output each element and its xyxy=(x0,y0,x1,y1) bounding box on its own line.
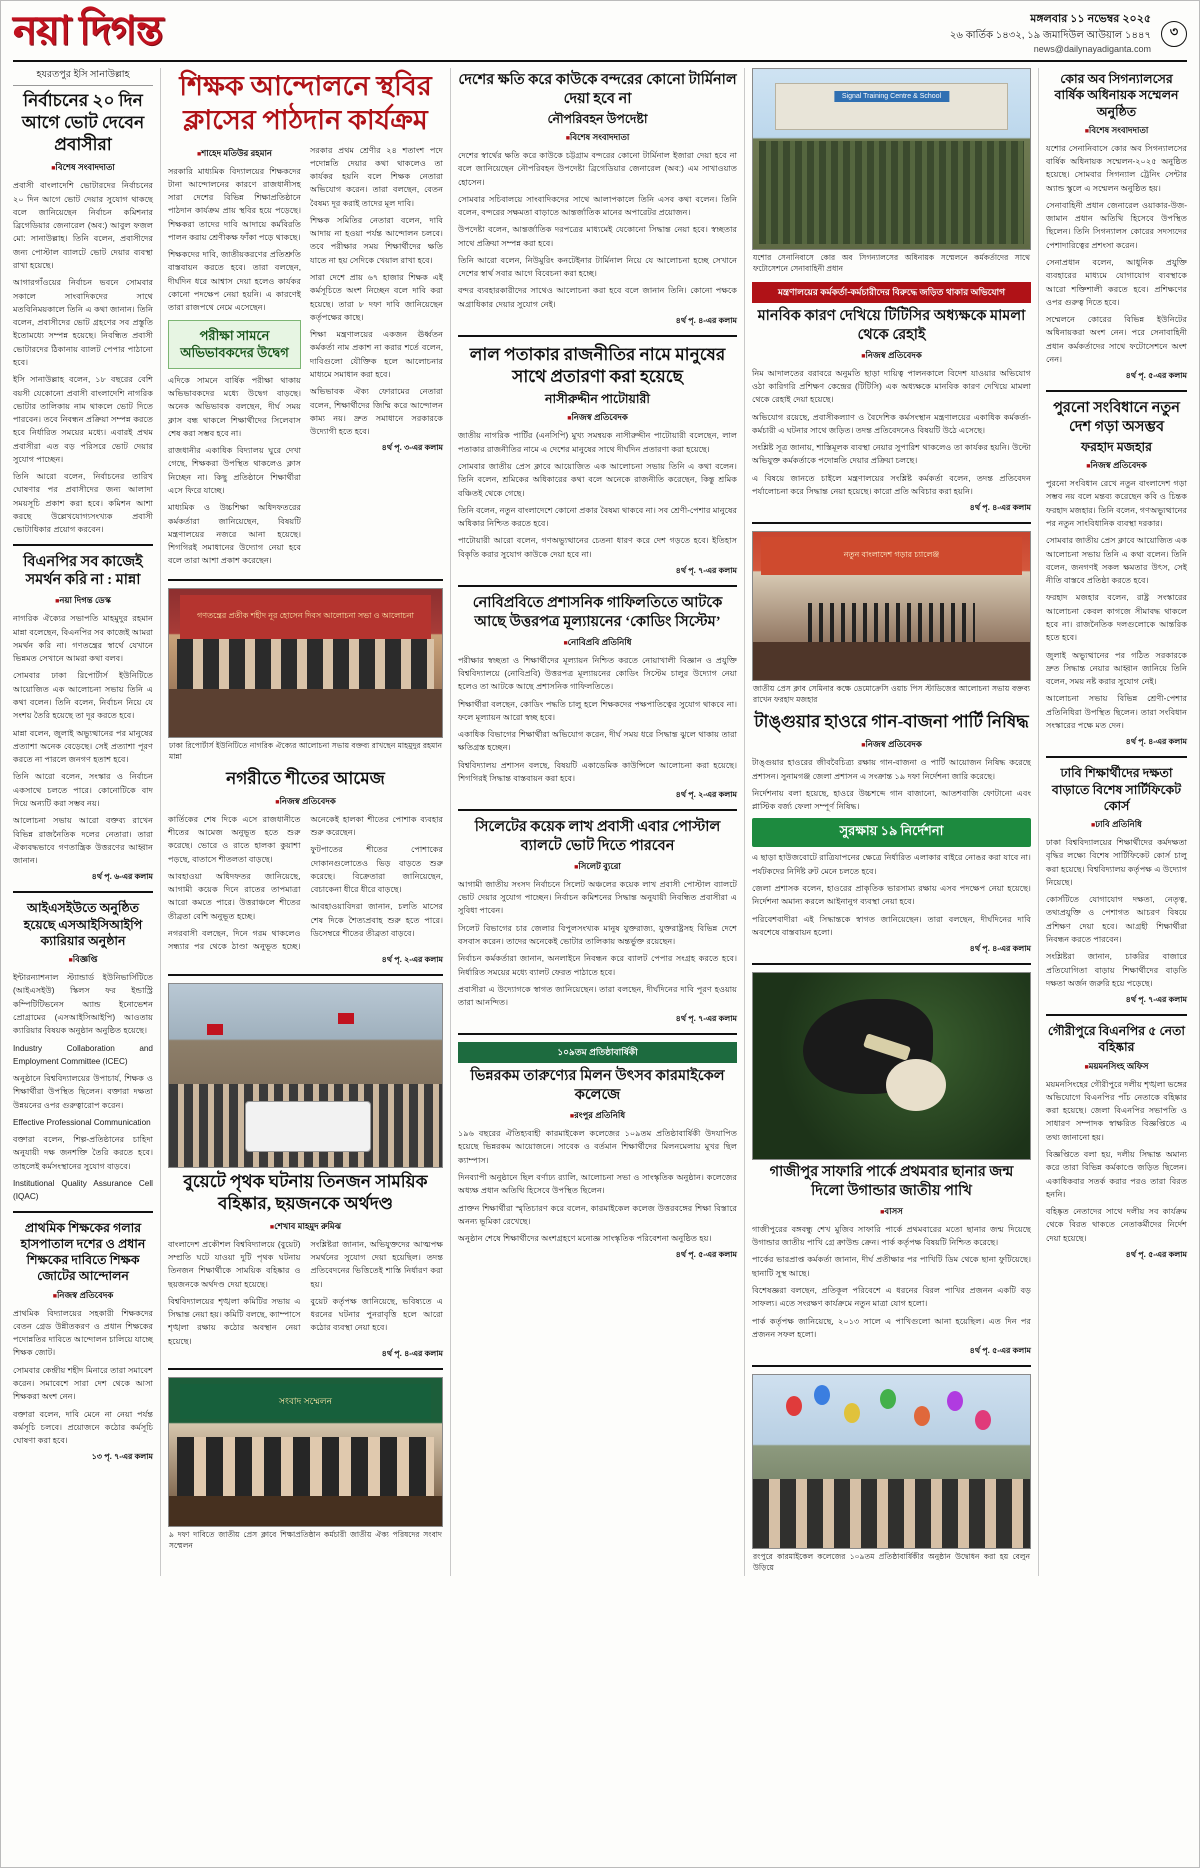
safari-byline: ■ বাসস xyxy=(752,1205,1031,1219)
tanguar-continued[interactable]: ৪র্থ পৃ. ৪-এর কলাম xyxy=(969,944,1031,954)
divider xyxy=(13,1211,153,1213)
tp-para-2: সোমবার কেন্দ্রীয় শহীদ মিনারে তারা সমাবেশ করেন। সমাবেশে সারা দেশ থেকে আসা শিক্ষকরা অংশ নেন। xyxy=(13,1365,153,1402)
divider xyxy=(168,579,443,581)
port-headline[interactable]: দেশের ক্ষতি করে কাউকে বন্দরের কোনো টার্মিনাল দেয়া হবে না xyxy=(458,72,737,107)
carmichael-para-4: অনুষ্ঠান শেষে শিক্ষার্থীদের অংশগ্রহণে মনোজ্ঞ সাংস্কৃতিক পরিবেশনা অনুষ্ঠিত হয়। xyxy=(458,1234,712,1244)
sylhet-para-4: প্রবাসীরা এ উদ্যোগকে স্বাগত জানিয়েছেন। তারা বলছেন, দীর্ঘদিনের দাবি পূরণ হওয়ায় তারা আনন্দিত। xyxy=(458,984,737,1008)
buet-byline: ■ শেখাব মাহমুদ রুমিঝ xyxy=(168,1220,443,1234)
col1-para-3: ইসি সানাউল্লাহ বলেন, ১৮ বছরের বেশি বয়সী যেকোনো প্রবাসী বাংলাদেশি নাগরিক ভোটার তালিকায় নাম থাকলে ভোট দিতে পারবেন। তবে নিবন্ধন প্রক্রিয়া সম্পন্ন করতে হবে নির্ধারিত সময়ের মধ্যে। এবারই প্রথম প্রবাসীরা এত বড় পরিসরে ভোট দেয়ার সুযোগ পাচ্ছেন। xyxy=(13,375,153,464)
mojhar-headline[interactable]: পুরনো সংবিধানে নতুন দেশ গড়া অসম্ভব xyxy=(1053,400,1180,436)
col1-headline[interactable]: নির্বাচনের ২০ দিন আগে ভোট দেবেন প্রবাসীরা xyxy=(21,91,145,155)
ttc-para-4: এ বিষয়ে জানতে চাইলে মন্ত্রণালয়ের সংশ্লিষ্ট কর্মকর্তা বলেন, তদন্ত প্রতিবেদন পর্যালোচনা করে সিদ্ধান্ত নেয়া হয়েছে। কারো প্রতি অবিচার করা হয়নি। xyxy=(752,473,1031,496)
port-continued[interactable]: ৪র্থ পৃ. ৪-এর কলাম xyxy=(675,316,737,326)
masthead xyxy=(13,8,1187,62)
press-conference-caption: ৯ দফা দাবিতে জাতীয় প্রেস ক্লাবে শিক্ষাপ্রতিষ্ঠান কর্মচারী জাতীয় ঐক্য পরিষদের সংবাদ সম্মেলন xyxy=(169,1529,442,1550)
col1-kicker: হযরতপুর ইসি সানাউল্লাহ xyxy=(13,68,153,86)
sylhet-para-1: আগামী জাতীয় সংসদ নির্বাচনে সিলেট অঞ্চলের কয়েক লাখ প্রবাসী পোস্টাল ব্যালটে ভোট দেয়ার সুযোগ পাচ্ছেন। নির্বাচন কমিশনের সিদ্ধান্ত অনুযায়ী নিবন্ধিত প্রবাসীরা এ সুবিধা পাবেন। xyxy=(458,879,737,916)
signals-body xyxy=(1046,142,1187,367)
teacher-protest-body xyxy=(13,1307,153,1448)
lead-para-9: শিক্ষা মন্ত্রণালয়ের একজন ঊর্ধ্বতন কর্মকর্তা নাম প্রকাশ না করার শর্তে বলেন, দাবিগুলো যৌক্তিক হলে আলোচনার মাধ্যমে সমাধান করা হবে। xyxy=(310,330,443,379)
lead-col-a xyxy=(168,144,301,572)
patwary-headline[interactable]: লাল পতাকার রাজনীতির নামে মানুষের সাথে প্রতারণা করা হয়েছে xyxy=(469,345,726,387)
divider xyxy=(458,809,737,811)
press-conference-photo xyxy=(168,1377,443,1527)
port-para-2: সোমবার সচিবালয়ে সাংবাদিকদের সাথে আলাপকালে তিনি এসব কথা বলেন। তিনি বলেন, বন্দরের সক্ষমতা বাড়াতে আন্তর্জাতিক মানের অপারেটর প্রয়োজন। xyxy=(458,194,737,218)
balloon-photo-people xyxy=(753,1479,1030,1548)
bnp-para-2: সোমবার ঢাকা রিপোর্টার্স ইউনিটিতে আয়োজিত এক আলোচনা সভায় তিনি এ কথা বলেন। তিনি বলেন, নির্বাচন নিয়ে যে সংশয় তৈরি হয়েছে তা দূর করতে হবে। xyxy=(13,671,153,721)
press-conference-banner: সংবাদ সম্মেলন xyxy=(180,1384,431,1420)
divider xyxy=(13,891,153,893)
lead-para-8: সারা দেশে প্রায় ৬৭ হাজার শিক্ষক এই কর্মসূচিতে অংশ নিচ্ছেন বলে দাবি করা হয়েছে। তারা ৮ দফা দাবি জানিয়েছেন কর্তৃপক্ষের কাছে। xyxy=(310,273,443,322)
page-number: ৩ xyxy=(1161,21,1187,47)
press-conference-people xyxy=(177,1437,434,1496)
divider xyxy=(1046,1014,1187,1016)
press-club-table xyxy=(753,642,1030,680)
bnp-photo-table xyxy=(169,689,442,736)
ttc-headline[interactable]: মানবিক কারণ দেখিয়ে টিটিসির অধ্যক্ষকে মামলা থেকে রেহাই xyxy=(757,308,1026,343)
flag-icon xyxy=(338,1013,354,1024)
tanguar-para-4: জেলা প্রশাসক বলেন, হাওরের প্রাকৃতিক ভারসাম্য রক্ষায় এসব পদক্ষেপ নেয়া হয়েছে। নির্দেশনা অমান্য করলে আইনানুগ ব্যবস্থা নেয়া হবে। xyxy=(752,884,1031,907)
ttc-para-1: নিম আদালতের বরাবরে অনুমতি ছাড়া দায়িত্ব পালনকালে বিদেশ যাওয়ার অভিযোগ ওঠা কারিগরি প্রশিক্ষণ কেন্দ্রের (টিটিসি) এক অধ্যক্ষকে মানবিক কারণ দেখিয়ে মামলা থেকে রেহাই দেয়া হয়েছে। xyxy=(752,368,1031,405)
dhaka-uni-body xyxy=(1046,836,1187,990)
rally-photo xyxy=(168,983,443,1168)
lead-body-columns xyxy=(168,144,443,572)
lead-para-10: অভিভাবক ঐক্য ফোরামের নেতারা বলেন, শিক্ষার্থীদের জিম্মি করে আন্দোলন কাম্য নয়। দ্রুত সমাধানে সরকারকে উদ্যোগী হতে হবে। xyxy=(310,387,443,437)
bnp-para-1: নাগরিক ঐক্যের সভাপতি মাহমুদুর রহমান মান্না বলেছেন, বিএনপির সব কাজেই আমরা সমর্থন করি না। গণতন্ত্রের স্বার্থে যেখানে ভিন্নমত সেখানে আমরা কথা বলব। xyxy=(13,614,153,664)
winter-byline: ■ নিজস্ব প্রতিবেদক xyxy=(168,795,443,809)
patwary-para-3: তিনি বলেন, নতুন বাংলাদেশে কোনো প্রকার বৈষম্য থাকবে না। সব শ্রেণী-পেশার মানুষের অধিকার নিশ্চিত করতে হবে। xyxy=(458,505,737,529)
sylhet-para-2: সিলেট বিভাগের চার জেলার বিপুলসংখ্যক মানুষ যুক্তরাজ্য, যুক্তরাষ্ট্রসহ বিভিন্ন দেশে বসবাস করেন। তাদের অনেকেই ভোটার তালিকায় অন্তর্ভুক্ত রয়েছেন। xyxy=(458,923,737,947)
divider xyxy=(752,1365,1031,1367)
divider xyxy=(1046,390,1187,392)
dhaka-uni-byline: ■ ঢাবি প্রতিনিধি xyxy=(1046,818,1187,832)
lead-body-2 xyxy=(168,374,301,568)
col1-para-1: প্রবাসী বাংলাদেশি ভোটারদের নির্বাচনের ২০ দিন আগে ভোট দেয়ার সুযোগ থাকছে বলে জানিয়েছেন নির্বাচন কমিশনার ব্রিগেডিয়ার জেনারেল (অব:) আবুল ফজল মো: সানাউল্লাহ। তিনি বলেন, প্রবাসীদের জন্য পোস্টাল ব্যালটে ভোট দেয়ার ব্যবস্থা রাখা হয়েছে। xyxy=(13,181,153,270)
bnp-para-5: আলোচনা সভায় আরো বক্তব্য রাখেন বিভিন্ন রাজনৈতিক দলের নেতারা। তারা ঐক্যবদ্ধভাবে গণতান্ত্রিক উত্তরণের আহ্বান জানান। xyxy=(13,816,153,866)
port-subhead: নৌপরিবহন উপদেষ্টা xyxy=(547,111,648,126)
gouripur-para-1: ময়মনসিংহের গৌরীপুরে দলীয় শৃঙ্খলা ভঙ্গের অভিযোগে বিএনপির পাঁচ নেতাকে বহিষ্কার করা হয়েছে। জেলা বিএনপির সভাপতি ও সাধারণ সম্পাদক স্বাক্ষরিত বিজ্ঞপ্তিতে এ তথ্য জানানো হয়। xyxy=(1046,1079,1187,1142)
mojhar-byline: ■ নিজস্ব প্রতিবেদক xyxy=(1046,459,1187,473)
winter-headline[interactable]: নগরীতে শীতের আমেজ xyxy=(226,768,385,788)
balloon-photo xyxy=(752,1374,1031,1549)
date-bengali: মঙ্গলবার ১১ নভেম্বর ২০২৫ xyxy=(1030,13,1151,25)
bnp-para-3: মান্না বলেন, জুলাই অভ্যুত্থানের পর মানুষের প্রত্যাশা অনেক বেড়েছে। সেই প্রত্যাশা পূরণ করতে না পারলে জনগণ হতাশ হবে। xyxy=(13,728,153,765)
balloon-photo-caption: রংপুরে কারমাইকেল কলেজের ১০৯তম প্রতিষ্ঠাবার্ষিকীর অনুষ্ঠান উদ্বোধন করা হয় বেলুন উড়িয়ে xyxy=(753,1552,1030,1573)
crane-chick-shape xyxy=(886,1059,946,1111)
buet-para-3: সংশ্লিষ্টরা জানান, অভিযুক্তদের আত্মপক্ষ সমর্থনের সুযোগ দেয়া হয়েছিল। তদন্ত প্রতিবেদনের ভিত্তিতেই শাস্তি নির্ধারণ করা হয়। xyxy=(310,1239,443,1289)
buet-continued[interactable]: ৪র্থ পৃ. ৪-এর কলাম xyxy=(381,1348,443,1358)
tanguar-para-2: নির্দেশনায় বলা হয়েছে, হাওরে উচ্চশব্দে গান বাজানো, আতশবাজি ফোটানো এবং প্লাস্টিক বর্জ্য ফেলা সম্পূর্ণ নিষিদ্ধ। xyxy=(752,788,1031,812)
gouripur-para-3: বহিষ্কৃত নেতাদের সাথে দলীয় সব কার্যক্রম থেকে বিরত থাকতে নেতাকর্মীদের নির্দেশ দেয়া হয়েছে। xyxy=(1046,1207,1187,1243)
winter-continued[interactable]: ৪র্থ পৃ. ২-এর কলাম xyxy=(381,954,443,964)
balloon-icon xyxy=(975,1410,991,1430)
lead-continued[interactable]: ৪র্থ পৃ. ৩-এর কলাম xyxy=(381,443,443,453)
isu-byline: ■ বিজ্ঞপ্তি xyxy=(13,953,153,967)
carmichael-continued[interactable]: ৪র্থ পৃ. ৫-এর কলাম xyxy=(675,1250,737,1260)
gouripur-body xyxy=(1046,1078,1187,1245)
newspaper-logo-text: নয়া দিগন্ত xyxy=(13,8,163,53)
port-para-3: উপদেষ্টা বলেন, আন্তর্জাতিক দরপত্রের মাধ্যমেই যেকোনো সিদ্ধান্ত নেয়া হবে। স্বচ্ছতার সাথে প্রক্রিয়া সম্পন্ন করা হবে। xyxy=(458,225,737,248)
balloon-icon xyxy=(914,1406,930,1426)
buet-para-1: বাংলাদেশ প্রকৌশল বিশ্ববিদ্যালয়ে (বুয়েট) সম্প্রতি ঘটে যাওয়া দুটি পৃথক ঘটনায় তিনজন শিক্ষার্থীকে সাময়িক বহিষ্কার ও ছয়জনকে অর্থদণ্ড দেয়া হয়েছে। xyxy=(168,1239,301,1289)
mojhar-subhead: ফরহাদ মজহার xyxy=(1080,439,1153,454)
ttc-continued[interactable]: ৪র্থ পৃ. ৪-এর কলাম xyxy=(969,503,1031,513)
army-photo-caption: যশোর সেনানিবাসে কোর অব সিগন্যালসের অধিনায়ক সম্মেলনে কর্মকর্তাদের সাথে ফটোসেশনে সেনাবাহিনী প্রধান xyxy=(753,253,1030,273)
lead-para-3: এদিকে সামনে বার্ষিক পরীক্ষা থাকায় অভিভাবকদের মধ্যে উদ্বেগ বাড়ছে। অনেক অভিভাবক বলছেন, দীর্ঘ সময় ক্লাস বন্ধ থাকলে শিক্ষার্থীদের সিলেবাস শেষ করা সম্ভব হবে না। xyxy=(168,375,301,438)
lead-body-1 xyxy=(168,165,301,315)
mojhar-para-5: আলোচনা সভায় বিভিন্ন শ্রেণী-পেশার প্রতিনিধিরা উপস্থিত ছিলেন। তারা সংবিধান সংস্কারের পক্ষে মত দেন। xyxy=(1046,694,1187,730)
column-4 xyxy=(745,68,1039,1576)
tp-para-1: প্রাথমিক বিদ্যালয়ের সহকারী শিক্ষকদের বেতন গ্রেড উন্নীতকরণ ও প্রধান শিক্ষকের পদোন্নতির দাবিতে আন্দোলন চালিয়ে যাচ্ছে শিক্ষক জোট। xyxy=(13,1308,153,1358)
carmichael-body xyxy=(458,1127,737,1245)
coding-para-1: পরীক্ষার স্বচ্ছতা ও শিক্ষার্থীদের মূল্যায়ন নিশ্চিত করতে নোয়াখালী বিজ্ঞান ও প্রযুক্তি বিশ্ববিদ্যালয়ে (নোবিপ্রবি) উত্তরপত্র মূল্যায়নের কোডিং সিস্টেম চালুর উদ্যোগ নেয়া হলেও তা আটকে আছে প্রশাসনিক গাফিলতিতে। xyxy=(458,655,737,692)
du-para-3: সংশ্লিষ্টরা জানান, চাকরির বাজারে প্রতিযোগিতা বাড়ায় শিক্ষার্থীদের বাড়তি দক্ষতা অর্জন জরুরি হয়ে পড়েছে। xyxy=(1046,952,1187,988)
army-photo xyxy=(752,68,1031,250)
gouripur-para-2: বিজ্ঞপ্তিতে বলা হয়, দলীয় সিদ্ধান্ত অমান্য করে তারা বিভিন্ন কর্মকাণ্ডে জড়িত ছিলেন। একাধিকবার সতর্ক করার পরও তারা বিরত হননি। xyxy=(1046,1150,1187,1199)
signals-para-2: সেনাবাহিনী প্রধান জেনারেল ওয়াকার-উজ-জামান প্রধান অতিথি হিসেবে উপস্থিত ছিলেন। তিনি সিগন্যালস কোরের সদস্যদের পেশাদারিত্বের প্রশংসা করেন। xyxy=(1046,200,1187,250)
bnp-photo-people xyxy=(177,639,434,692)
dhaka-uni-headline[interactable]: ঢাবি শিক্ষার্থীদের দক্ষতা বাড়াতে বিশেষ সার্টিফিকেট কোর্স xyxy=(1051,766,1182,813)
bnp-headline[interactable]: বিএনপির সব কাজেই সমর্থন করি না : মান্না xyxy=(23,553,143,589)
tanguar-directives-badge: সুরক্ষায় ১৯ নির্দেশনা xyxy=(752,818,1031,847)
col1-para-4: তিনি আরো বলেন, নির্বাচনের তারিখ ঘোষণার পর প্রবাসীদের জন্য আলাদা সময়সূচি প্রকাশ করা হবে। কমিশন আশা করছে উল্লেখযোগ্যসংখ্যক প্রবাসী ভোটাধিকার প্রয়োগ করবেন। xyxy=(13,472,153,535)
buet-headline[interactable]: বুয়েটে পৃথক ঘটনায় তিনজন সাময়িক বহিষ্কার, ছয়জনকে অর্থদণ্ড xyxy=(183,1171,428,1213)
mojhar-body xyxy=(1046,477,1187,732)
winter-body xyxy=(168,813,443,954)
isu-para-3: বক্তারা বলেন, শিল্প-প্রতিষ্ঠানের চাহিদা অনুযায়ী দক্ষ জনশক্তি তৈরি করতে হবে। তাহলেই কর্মসংস্থানের সুযোগ বাড়বে। xyxy=(13,1135,153,1171)
gouripur-continued[interactable]: ৪র্থ পৃ. ৫-এর কলাম xyxy=(1125,1249,1187,1259)
column-1 xyxy=(13,68,161,1576)
press-club-banner: নতুন বাংলাদেশ গড়ার চ্যালেঞ্জ xyxy=(761,537,1021,575)
bnp-body xyxy=(13,612,153,867)
isu-headline[interactable]: আইএসইউতে অনুষ্ঠিত হয়েছে এসআইসিআইপি ক্যারিয়ার অনুষ্ঠান xyxy=(23,901,143,948)
coding-continued[interactable]: ৪র্থ পৃ. ২-এর কলাম xyxy=(675,790,737,800)
safari-para-1: গাজীপুরের বঙ্গবন্ধু শেখ মুজিব সাফারি পার্কে প্রথমবারের মতো ছানার জন্ম দিয়েছে উগান্ডার জাতীয় পাখি গ্রে ক্রাউন্ড ক্রেন। পার্ক কর্তৃপক্ষ বিষয়টি নিশ্চিত করেছে। xyxy=(752,1224,1031,1248)
port-byline: ■ বিশেষ সংবাদদাতা xyxy=(458,131,737,145)
masthead-right xyxy=(950,11,1187,56)
divider xyxy=(458,335,737,337)
carmichael-para-1: ১৯৬ বছরের ঐতিহ্যবাহী কারমাইকেল কলেজের ১০৯তম প্রতিষ্ঠাবার্ষিকী উদযাপিত হয়েছে ভিন্নরকম আয়োজনে। সাবেক ও বর্তমান শিক্ষার্থীদের মিলনমেলায় মুখর ছিল ক্যাম্পাস। xyxy=(458,1129,737,1165)
winter-para-3: নগরবাসী বলছেন, দিনে গরম থাকলেও সন্ধ্যার পর থেকে ঠাণ্ডা অনুভূত হচ্ছে। অনেকেই হালকা শীতের পোশাক ব্যবহার শুরু করেছেন। xyxy=(168,814,443,952)
safari-continued[interactable]: ৪র্থ পৃ. ৫-এর কলাম xyxy=(969,1346,1031,1356)
army-photo-rows xyxy=(759,141,1025,244)
flag-icon xyxy=(207,1024,223,1035)
signals-continued[interactable]: ৪র্থ পৃ. ৫-এর কলাম xyxy=(1125,371,1187,381)
lead-para-4: রাজধানীর একাধিক বিদ্যালয় ঘুরে দেখা গেছে, শিক্ষকরা উপস্থিত থাকলেও ক্লাস নিচ্ছেন না। কিছু প্রতিষ্ঠানে শিক্ষার্থীরা এসে ফিরে যাচ্ছে। xyxy=(168,446,301,495)
ttc-kicker-bar: মন্ত্রণালয়ের কর্মকর্তা-কর্মচারীদের বিরুদ্ধে জড়িত থাকার অভিযোগ xyxy=(752,282,1031,303)
isu-para-2: অনুষ্ঠানে বিশ্ববিদ্যালয়ের উপাচার্য, শিক্ষক ও শিক্ষার্থীরা উপস্থিত ছিলেন। বক্তারা দক্ষতা উন্নয়নের ওপর গুরুত্বারোপ করেন। xyxy=(13,1074,153,1110)
lead-col-b xyxy=(310,144,443,572)
balloon-icon xyxy=(814,1385,830,1405)
carmichael-para-2: দিনব্যাপী অনুষ্ঠানে ছিল বর্ণাঢ্য র‌্যালি, আলোচনা সভা ও সাংস্কৃতিক অনুষ্ঠান। কলেজের অধ্যক্ষ প্রধান অতিথি হিসেবে উপস্থিত ছিলেন। xyxy=(458,1172,737,1196)
signals-para-3: সেনাপ্রধান বলেন, আধুনিক প্রযুক্তি ব্যবহারের মাধ্যমে যোগাযোগ ব্যবস্থাকে আরো শক্তিশালী করতে হবে। প্রশিক্ষণের ওপর গুরুত্ব দিতে হবে। xyxy=(1046,258,1187,307)
masthead-logo[interactable] xyxy=(13,8,163,53)
isu-extra-2: Effective Professional Communication xyxy=(13,1117,151,1127)
column-2 xyxy=(161,68,451,1576)
signals-byline: ■ বিশেষ সংবাদদাতা xyxy=(1046,124,1187,138)
bnp-para-4: তিনি আরো বলেন, সংস্কার ও নির্বাচন একসাথে চলতে পারে। কোনোটিকে বাদ দিয়ে অন্যটি করা সম্ভব নয়। xyxy=(13,772,153,808)
press-club-caption: জাতীয় প্রেস ক্লাব সেমিনার কক্ষে ডেমোক্রেসি ওয়াচ পিস স্টাডিজের আলোচনা সভায় বক্তব্য রাখেন ফরহাদ মজহার xyxy=(753,684,1030,705)
col1-byline: ■ বিশেষ সংবাদদাতা xyxy=(13,161,153,175)
divider xyxy=(458,585,737,587)
balloon-icon xyxy=(844,1403,860,1423)
port-para-4: তিনি আরো বলেন, নিউমুরিং কনটেইনার টার্মিনাল নিয়ে যে আলোচনা হচ্ছে সেখানে দেশের স্বার্থ সবার আগে বিবেচনা করা হচ্ছে। xyxy=(458,255,737,279)
column-5 xyxy=(1039,68,1187,1576)
buet-para-2: বিশ্ববিদ্যালয়ের শৃঙ্খলা কমিটির সভায় এ সিদ্ধান্ত নেয়া হয়। কমিটি বলছে, ক্যাম্পাসে শৃঙ্খলা রক্ষায় কঠোর অবস্থান নেয়া হয়েছে। xyxy=(168,1296,301,1346)
lead-callout-box: পরীক্ষা সামনে অভিভাবকদের উদ্বেগ xyxy=(168,320,301,369)
patwary-para-2: সোমবার জাতীয় প্রেস ক্লাবে আয়োজিত এক আলোচনা সভায় তিনি এ কথা বলেন। তিনি বলেন, শ্রমিকের অধিকারের কথা বলে অনেকে রাজনীতি করেছেন, কিন্তু শ্রমিক বঞ্চিতই থেকে গেছে। xyxy=(458,462,737,498)
tanguar-body-b xyxy=(752,851,1031,939)
divider xyxy=(168,974,443,976)
press-conference-table xyxy=(169,1496,442,1526)
teacher-protest-continued[interactable]: ১৩ পৃ. ৭-এর কলাম xyxy=(91,1452,153,1462)
lead-body-3 xyxy=(310,144,443,439)
winter-para-4: ফুটপাতের শীতের পোশাকের দোকানগুলোতেও ভিড় বাড়তে শুরু করেছে। বিক্রেতারা জানিয়েছেন, বেচাকেনা ধীরে ধীরে বাড়ছে। xyxy=(310,845,443,895)
tanguar-byline: ■ নিজস্ব প্রতিবেদক xyxy=(752,738,1031,752)
patwary-para-4: পাটোয়ারী আরো বলেন, গণঅভ্যুত্থানের চেতনা ধারণ করে দেশ গড়তে হবে। ইতিহাস বিকৃতি করার সুযোগ কাউকে দেয়া হবে না। xyxy=(458,536,737,559)
port-body xyxy=(458,149,737,311)
sylhet-byline: ■ সিলেট ব্যুরো xyxy=(458,860,737,874)
lead-para-1: সরকারি মাধ্যমিক বিদ্যালয়ের শিক্ষকদের টানা আন্দোলনের কারণে রাজধানীসহ সারা দেশের বিভিন্ন শিক্ষাপ্রতিষ্ঠানে পাঠদান কার্যক্রম প্রায় স্থবির হয়ে পড়েছে। শিক্ষকরা তাদের দাবি আদায়ে কর্মবিরতি পালন করায় শ্রেণীকক্ষ ফাঁকা পড়ে থাকছে। xyxy=(168,166,301,242)
patwary-continued[interactable]: ৪র্থ পৃ. ৭-এর কলাম xyxy=(675,566,737,575)
divider xyxy=(13,544,153,546)
divider xyxy=(168,1368,443,1370)
safari-headline[interactable]: গাজীপুর সাফারি পার্কে প্রথমবার ছানার জন্ম দিলো উগান্ডার জাতীয় পাখি xyxy=(769,1164,1014,1199)
patwary-byline: ■ নিজস্ব প্রতিবেদক xyxy=(458,411,737,425)
divider xyxy=(1046,756,1187,758)
ttc-byline: ■ নিজস্ব প্রতিবেদক xyxy=(752,349,1031,363)
signals-para-1: যশোর সেনানিবাসে কোর অব সিগন্যালসের বার্ষিক অধিনায়ক সম্মেলন-২০২৫ অনুষ্ঠিত হয়েছে। সোমবার সিগন্যাল ট্রেনিং সেন্টার অ্যান্ড স্কুলে এ সম্মেলন অনুষ্ঠিত হয়। xyxy=(1046,143,1187,193)
buet-para-4: বুয়েট কর্তৃপক্ষ জানিয়েছে, ভবিষ্যতে এ ধরনের ঘটনার পুনরাবৃত্তি হলে আরো কঠোর ব্যবস্থা নেয়া হবে। xyxy=(310,1296,443,1333)
sylhet-para-3: নির্বাচন কর্মকর্তারা জানান, অনলাইনে নিবন্ধন করে ব্যালট পেপার সংগ্রহ করতে হবে। নির্ধারিত সময়ের মধ্যে ব্যালট ফেরত পাঠাতে হবে। xyxy=(458,954,737,977)
divider xyxy=(752,522,1031,524)
lead-byline: ■ শাহেদ মতিউর রহমান xyxy=(168,147,301,161)
coding-body xyxy=(458,654,737,786)
contact-email: news@dailynayadiganta.com xyxy=(1033,43,1151,54)
lead-para-6: সরকার প্রথম শ্রেণীর ২৪ শতাংশ পদে পদোন্নতি দেয়ার কথা থাকলেও তা কার্যকর হয়নি বলে শিক্ষক নেতারা অভিযোগ করেন। তারা বলছেন, বেতন বৈষম্য দূর করাই তাদের মূল দাবি। xyxy=(310,145,443,208)
patwary-body xyxy=(458,429,737,561)
lead-para-2: শিক্ষকদের দাবি, জাতীয়করণের প্রতিশ্রুতি বাস্তবায়ন করতে হবে। তারা বলছেন, দীর্ঘদিন ধরে আশ্বাস দেয়া হলেও কার্যকর কোনো পদক্ষেপ নেয়া হয়নি। এ কারণেই তারা রাজপথে নেমে এসেছেন। xyxy=(168,250,301,313)
gouripur-byline: ■ ময়মনসিংহ অফিস xyxy=(1046,1060,1187,1074)
coding-para-4: বিশ্ববিদ্যালয় প্রশাসন বলছে, বিষয়টি একাডেমিক কাউন্সিলে আলোচনা করা হয়েছে। শিগগিরই সিদ্ধান্ত বাস্তবায়ন করা হবে। xyxy=(458,760,737,783)
sylhet-continued[interactable]: ৪র্থ পৃ. ৭-এর কলাম xyxy=(675,1014,737,1024)
gouripur-headline[interactable]: গৌরীপুরে বিএনপির ৫ নেতা বহিষ্কার xyxy=(1047,1024,1186,1055)
col1-body xyxy=(13,179,153,536)
lead-headline[interactable]: শিক্ষক আন্দোলনে স্থবির ক্লাসের পাঠদান কার্যক্রম xyxy=(179,71,432,135)
column-3 xyxy=(451,68,745,1576)
mojhar-para-4: জুলাই অভ্যুত্থানের পর গঠিত সরকারকে দ্রুত সিদ্ধান্ত নেয়ার আহ্বান জানিয়ে তিনি বলেন, সময় নষ্ট করার সুযোগ নেই। xyxy=(1046,650,1187,687)
port-para-5: বন্দর ব্যবহারকারীদের সাথেও আলোচনা করা হবে বলে জানান তিনি। কোনো পক্ষকে অগ্রাধিকার দেয়ার সুযোগ নেই। xyxy=(458,286,737,309)
lead-para-7: শিক্ষক সমিতির নেতারা বলেন, দাবি আদায় না হওয়া পর্যন্ত আন্দোলন চলবে। তবে পরীক্ষার সময় শিক্ষার্থীদের ক্ষতি যাতে না হয় সেদিকে খেয়াল রাখা হবে। xyxy=(310,215,443,265)
buet-body xyxy=(168,1238,443,1348)
mojhar-para-2: সোমবার জাতীয় প্রেস ক্লাবে আয়োজিত এক আলোচনা সভায় তিনি এ কথা বলেন। তিনি বলেন, জনগণই সকল ক্ষমতার উৎস, সেই নীতি বাস্তবে প্রতিষ্ঠা করতে হবে। xyxy=(1046,536,1187,586)
divider xyxy=(752,963,1031,965)
isu-extra-3: Institutional Quality Assurance Cell (IQAC) xyxy=(13,1179,153,1202)
balloon-icon xyxy=(947,1391,963,1411)
carmichael-byline: ■ রংপুর প্রতিনিধি xyxy=(458,1109,737,1123)
isu-extra-1: Industry Collaboration and Employment Committee (ICEC) xyxy=(13,1043,153,1066)
mojhar-para-1: পুরনো সংবিধান রেখে নতুন বাংলাদেশ গড়া সম্ভব নয় বলে মন্তব্য করেছেন কবি ও চিন্তক ফরহাদ মজহার। তিনি বলেন, গণঅভ্যুত্থানের পর নতুন সাংবিধানিক ব্যবস্থা দরকার। xyxy=(1046,479,1187,529)
safari-para-3: বিশেষজ্ঞরা বলছেন, প্রতিকূল পরিবেশে এ ধরনের বিরল পাখির প্রজনন একটি বড় সাফল্য। এতে সংরক্ষণ কার্যক্রমে নতুন মাত্রা যোগ হলো। xyxy=(752,1285,1031,1309)
tanguar-para-1: টাঙ্গুয়ার হাওরের জীববৈচিত্র্য রক্ষায় গান-বাজনা ও পার্টি আয়োজন নিষিদ্ধ করেছে প্রশাসন। সুনামগঞ্জ জেলা প্রশাসন এ সংক্রান্ত ১৯ দফা নির্দেশনা জারি করেছে। xyxy=(752,758,1031,781)
signals-headline[interactable]: কোর অব সিগন্যালসের বার্ষিক অধিনায়ক সম্মেলন অনুষ্ঠিত xyxy=(1054,72,1179,119)
dhaka-uni-continued[interactable]: ৪র্থ পৃ. ৭-এর কলাম xyxy=(1125,995,1187,1005)
winter-para-2: আবহাওয়া অধিদফতর জানিয়েছে, আগামী কয়েক দিনে রাতের তাপমাত্রা আরো কমতে পারে। উত্তরাঞ্চলে শীতের তীব্রতা বেশি অনুভূত হচ্ছে। xyxy=(168,871,301,921)
divider xyxy=(458,1033,737,1035)
balloon-icon xyxy=(786,1396,802,1416)
col1-para-2: আগারগাঁওয়ের নির্বাচন ভবনে সোমবার সকালে সাংবাদিকদের সাথে মতবিনিময়কালে তিনি এ কথা জানান। তিনি বলেন, প্রবাসীদের ভোট গ্রহণের সব প্রস্তুতি ইতোমধ্যে সম্পন্ন হয়েছে। নিবন্ধিত প্রবাসী ভোটারদের ঠিকানায় ব্যালট পেপার পাঠানো হবে। xyxy=(13,278,153,367)
bnp-meeting-photo xyxy=(168,588,443,738)
lead-para-5: মাধ্যমিক ও উচ্চশিক্ষা অধিদফতরের কর্মকর্তারা জানিয়েছেন, বিষয়টি মন্ত্রণালয়ের নজরে আনা হয়েছে। শিগগিরই সমাধানের উদ্যোগ নেয়া হবে বলে তারা আশা প্রকাশ করেছেন। xyxy=(168,503,301,566)
du-para-2: কোর্সটিতে যোগাযোগ দক্ষতা, নেতৃত্ব, তথ্যপ্রযুক্তি ও পেশাগত আচরণ বিষয়ে প্রশিক্ষণ দেয়া হবে। আগ্রহী শিক্ষার্থীরা নিবন্ধন করতে পারবেন। xyxy=(1046,895,1187,944)
ttc-para-2: অভিযোগ রয়েছে, প্রবাসীকল্যাণ ও বৈদেশিক কর্মসংস্থান মন্ত্রণালয়ের একাধিক কর্মকর্তা-কর্মচারী এ ঘটনার সাথে জড়িত। তদন্ত প্রতিবেদনেও বিষয়টি উঠে এসেছে। xyxy=(752,412,1031,435)
carmichael-para-3: প্রাক্তন শিক্ষার্থীরা স্মৃতিচারণ করে বলেন, কারমাইকেল কলেজ উত্তরবঙ্গের শিক্ষা বিস্তারে অনন্য ভূমিকা রেখেছে। xyxy=(458,1203,737,1226)
microphones-icon xyxy=(808,603,974,641)
bnp-photo-caption: ঢাকা রিপোর্টার্স ইউনিটিতে নাগরিক ঐক্যের আলোচনা সভায় বক্তব্য রাখছেন মাহমুদুর রহমান মান্না xyxy=(169,740,442,761)
safari-para-4: পার্ক কর্তৃপক্ষ জানিয়েছে, ২০১৩ সালে এ পাখিগুলো আনা হয়েছিল। এত দিন পর প্রজনন সফল হলো। xyxy=(752,1316,1031,1339)
coding-para-3: একাধিক বিভাগের শিক্ষার্থীরা অভিযোগ করেন, দীর্ঘ সময় ধরে সিদ্ধান্ত ঝুলে থাকায় তারা ক্ষতিগ্রস্ত হচ্ছেন। xyxy=(458,730,737,753)
winter-para-5: আবহাওয়াবিদরা জানান, চলতি মাসের শেষ দিকে শৈত্যপ্রবাহ শুরু হতে পারে। ডিসেম্বরে শীতের তীব্রতা বাড়বে। xyxy=(310,902,443,938)
coding-para-2: শিক্ষার্থীরা বলছেন, কোডিং পদ্ধতি চালু হলে শিক্ষকদের পক্ষপাতিত্বের সুযোগ থাকবে না। ফলে মূল্যায়ন আরো স্বচ্ছ হবে। xyxy=(458,699,737,722)
rally-vehicle xyxy=(245,1101,371,1152)
tp-para-3: বক্তারা বলেন, দাবি মেনে না নেয়া পর্যন্ত কর্মসূচি চলবে। প্রয়োজনে কঠোর কর্মসূচি ঘোষণা করা হবে। xyxy=(13,1409,153,1446)
tanguar-para-3: এ ছাড়া হাউজবোটে রাত্রিযাপনের ক্ষেত্রে নির্ধারিত এলাকার বাইরে নোঙর করা যাবে না। পর্যটকদের নির্দিষ্ট রুট মেনে চলতে হবে। xyxy=(752,853,1031,876)
carmichael-badge: ১০৯তম প্রতিষ্ঠাবার্ষিকী xyxy=(458,1042,737,1063)
date-bengali-secondary: ২৬ কার্তিক ১৪৩২, ১৯ জমাদিউল আউয়াল ১৪৪৭ xyxy=(949,29,1151,41)
press-club-photo xyxy=(752,531,1031,681)
ttc-para-3: সংশ্লিষ্ট সূত্র জানায়, শাস্তিমূলক ব্যবস্থা নেয়ার সুপারিশ থাকলেও তা কার্যকর হয়নি। উল্টো অভিযুক্ত কর্মকর্তাকে পদোন্নতি দেয়ার প্রক্রিয়া চলছে। xyxy=(752,443,1031,466)
crane-bird-photo xyxy=(752,972,1031,1160)
teacher-protest-byline: ■ নিজস্ব প্রতিবেদক xyxy=(13,1289,153,1303)
coding-headline[interactable]: নোবিপ্রবিতে প্রশাসনিক গাফিলতিতে আটকে আছে উত্তরপত্র মূল্যায়নের ‘কোডিং সিস্টেম’ xyxy=(472,595,723,630)
balloon-icon xyxy=(880,1389,896,1409)
tanguar-body-a xyxy=(752,756,1031,813)
port-para-1: দেশের স্বার্থের ক্ষতি করে কাউকে চট্টগ্রাম বন্দরের কোনো টার্মিনাল ইজারা দেয়া হবে না বলে জানিয়েছেন নৌপরিবহন উপদেষ্টা ব্রিগেডিয়ার জেনারেল (অব:) এম সাখাওয়াত হোসেন। xyxy=(458,150,737,187)
winter-para-1: কার্তিকের শেষ দিকে এসে রাজধানীতে শীতের আমেজ অনুভূত হতে শুরু করেছে। ভোরে ও রাতে হালকা কুয়াশা পড়ছে, বাতাসে শীতলতা বাড়ছে। xyxy=(168,814,301,864)
signals-para-4: সম্মেলনে কোরের বিভিন্ন ইউনিটের অধিনায়করা অংশ নেন। পরে সেনাবাহিনী প্রধান কর্মকর্তাদের সাথে ফটোসেশনে অংশ নেন। xyxy=(1046,315,1187,364)
teacher-protest-headline[interactable]: প্রাথমিক শিক্ষকের গলার হাসপাতাল দশের ও প্রধান শিক্ষকের দাবিতে শিক্ষক জোটের আন্দোলন xyxy=(20,1220,146,1284)
tanguar-para-5: পরিবেশবাদীরা এই সিদ্ধান্তকে স্বাগত জানিয়েছেন। তারা বলছেন, দীর্ঘদিনের দাবি অবশেষে বাস্তবায়ন হলো। xyxy=(752,914,1031,937)
isu-body xyxy=(13,971,153,1204)
bnp-byline: ■ নয়া দিগন্ত ডেস্ক xyxy=(13,594,153,608)
bnp-photo-banner: গণতন্ত্রের প্রতীক শহীদ নূর হোসেন দিবস আলোচনা সভা ও আলোচনা xyxy=(180,595,431,639)
sylhet-headline[interactable]: সিলেটের কয়েক লাখ প্রবাসী এবার পোস্টাল ব্যালটে ভোট দিতে পারবেন xyxy=(474,819,721,855)
tanguar-headline[interactable]: টাঙ্গুয়ার হাওরে গান-বাজনা পার্টি নিষিদ্ধ xyxy=(754,712,1029,732)
mojhar-continued[interactable]: ৪র্থ পৃ. ৪-এর কলাম xyxy=(1125,737,1187,747)
patwary-subhead: নাসীরুদ্দীন পাটোয়ারী xyxy=(545,392,650,407)
du-para-1: ঢাকা বিশ্ববিদ্যালয়ের শিক্ষার্থীদের কর্মদক্ষতা বৃদ্ধির লক্ষ্যে বিশেষ সার্টিফিকেট কোর্স চালু করা হয়েছে। বিশ্ববিদ্যালয় কর্তৃপক্ষ এ উদ্যোগ নিয়েছে। xyxy=(1046,838,1187,887)
safari-para-2: পার্কের ভারপ্রাপ্ত কর্মকর্তা জানান, দীর্ঘ প্রতীক্ষার পর পাখিটি ডিম থেকে ছানা ফুটিয়েছে। ছানাটি সুস্থ আছে। xyxy=(752,1255,1031,1278)
army-photo-sign: Signal Training Centre & School xyxy=(834,91,949,102)
page-grid xyxy=(13,68,1187,1576)
ttc-body xyxy=(752,367,1031,499)
sylhet-body xyxy=(458,878,737,1010)
coding-byline: ■ নোবিপ্রবি প্রতিনিধি xyxy=(458,636,737,650)
bnp-continued[interactable]: ৪র্থ পৃ. ৬-এর কলাম xyxy=(91,872,153,882)
carmichael-headline[interactable]: ভিন্নরকম তারুণ্যের মিলন উৎসব কারমাইকেল কলেজে xyxy=(470,1068,725,1104)
safari-body xyxy=(752,1223,1031,1341)
isu-para-1: ইন্টারন্যাশনাল স্ট্যান্ডার্ড ইউনিভার্সিটিতে (আইএসইউ) স্কিলস ফর ইন্ডাস্ট্রি কম্পিটিটিভনেস অ্যান্ড ইনোভেশন প্রোগ্রামের (এসআইসিআইপি) আওতায় ক্যারিয়ার বিষয়ক অনুষ্ঠান অনুষ্ঠিত হয়েছে। xyxy=(13,973,153,1036)
mojhar-para-3: ফরহাদ মজহার বলেন, রাষ্ট্র সংস্কারের আলোচনা কেবল কাগজে সীমাবদ্ধ থাকলে হবে না। রাজনৈতিক দলগুলোকে আন্তরিক হতে হবে। xyxy=(1046,593,1187,643)
patwary-para-1: জাতীয় নাগরিক পার্টির (এনসিপি) মুখ্য সমন্বয়ক নাসীরুদ্দীন পাটোয়ারী বলেছেন, লাল পতাকার রাজনীতির নামে এ দেশের মানুষের সাথে দীর্ঘদিন প্রতারণা করা হয়েছে। xyxy=(458,431,737,454)
